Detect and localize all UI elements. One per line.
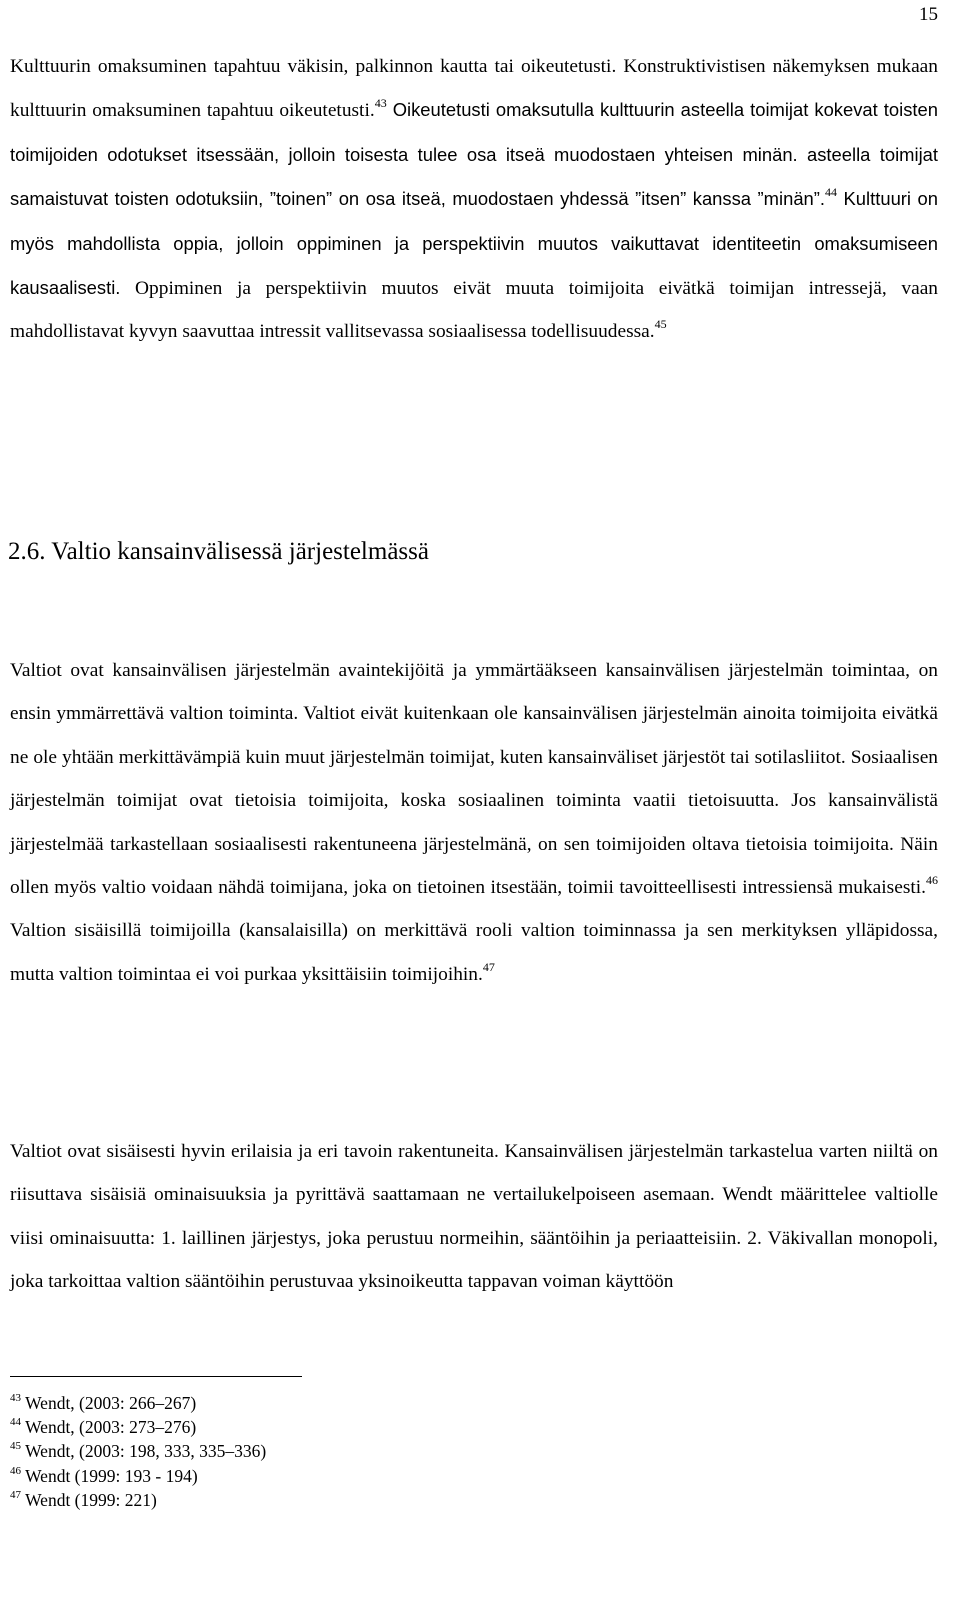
footnote-item [10,1464,266,1488]
footnote-number: 46 [10,1464,21,1477]
footnote-text: Wendt, (2003: 198, 333, 335–336) [25,1441,267,1462]
footnotes-list [10,1391,266,1512]
footnote-text: Wendt, (2003: 273–276) [25,1417,197,1438]
footnote-item [10,1439,266,1463]
body-paragraph-3: Valtiot ovat sisäisesti hyvin erilaisia ja eri tavoin rakentuneita. Kansainvälisen järjestelmän tarkastelua varten niiltä on riisuttava sisäisiä ominaisuuksia ja pyrittävä saattamaan ne vertailukelpoiseen asemaan. Wendt määrittelee valtiolle viisi ominaisuutta: 1. laillinen järjestys, joka perustuu normeihin, sääntöihin ja periaatteisiin. 2. Väkivallan monopoli, joka tarkoittaa valtion sääntöihin perustuvaa yksinoikeutta tappavan voiman käyttöön [10,1141,938,1293]
footnote-ref-45: 45 [654,317,667,332]
paragraph-2-sentence-1: Valtiot ovat kansainvälisen järjestelmän avaintekijöitä ja ymmärtääkseen kansainvälisen järjestelmän toimintaa, on ensin ymmärrettävä valtion toiminta. Valtiot eivät kuitenkaan ole kansainvälisen järjestelmän ainoita toimijoita eivätkä ne ole yhtään merkittävämpiä kuin muut järjestelmän toimijat, kuten kansainväliset järjestöt tai sotilasliitot. Sosiaalisen järjestelmän toimijat ovat tietoisia toimijoita, koska sosiaalinen toiminta vaatii tietoisuutta. Jos kansainvälistä järjestelmää tarkastellaan sosiaalisesti rakentuneena järjestelmänä, on sen toimijoiden oltava tietoisia toimijoita. Näin ollen myös valtio voidaan nähdä toimijana, joka on tietoinen itsestään, toimii tavoitteellisesti intressiensä mukaisesti. [10,660,938,899]
page-number: 15 [919,4,938,25]
paragraph-1-sentence-3: Kulttuuri on myös mahdollista oppia, jolloin oppiminen ja perspektiivin muutos vaikuttavat identiteetin omaksumiseen kausaalisesti. [10,188,938,299]
footnote-number: 43 [10,1392,21,1404]
footnote-separator [10,1376,302,1377]
footnote-item [10,1488,266,1512]
footnote-ref-43: 43 [374,96,387,111]
footnote-ref-47: 47 [482,959,495,974]
section-heading: 2.6. Valtio kansainvälisessä järjestelmässä [8,538,429,565]
paragraph-1-sentence-1: Kulttuurin omaksuminen tapahtuu väkisin, palkinnon kautta tai oikeutetusti. Konstruktivistisen näkemyksen mukaan kulttuurin omaksuminen tapahtuu oikeutetusti. [10,56,938,122]
footnote-number: 44 [10,1416,21,1429]
footnote-number: 47 [10,1488,21,1501]
body-paragraph-2 [10,649,938,996]
footnote-item [10,1391,266,1415]
paragraph-1-sentence-4: Oppiminen ja perspektiivin muutos eivät muuta toimijoita eivätkä toimijan intressejä, vaan mahdollistavat kyvyn saavuttaa intressit vallitsevassa sosiaalisessa todellisuudessa. [10,278,938,343]
footnote-item [10,1415,266,1439]
footnote-text: Wendt (1999: 221) [25,1489,157,1510]
footnote-text: Wendt, (2003: 266–267) [25,1393,197,1413]
footnote-number: 45 [10,1440,21,1453]
footnote-ref-46: 46 [926,873,938,888]
body-paragraph-1 [10,45,938,354]
paragraph-1-sentence-2: Oikeutetusti omaksutulla kulttuurin asteella toimijat kokevat toisten toimijoiden odotukset itsessään, jolloin toisesta tulee osa itseä muodostaen yhteisen minän. asteella toimijat samaistuvat toisten odotuksiin, ”toinen” on osa itseä, muodostaen yhdessä ”itsen” kanssa ”minän”. [10,99,938,210]
paragraph-2-sentence-2: Valtion sisäisillä toimijoilla (kansalaisilla) on merkittävä rooli valtion toiminnassa ja sen merkityksen ylläpidossa, mutta valtion toimintaa ei voi purkaa yksittäisiin toimijoihin. [10,920,938,985]
footnote-text: Wendt (1999: 193 - 194) [25,1465,198,1486]
footnote-ref-44: 44 [825,185,838,200]
